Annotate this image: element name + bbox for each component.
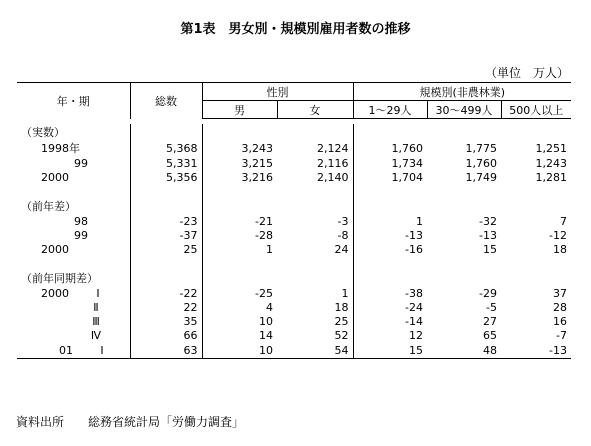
cell-total: 22: [130, 300, 202, 314]
table-row: [17, 300, 571, 314]
cell-size-medium: 48: [427, 342, 501, 359]
row-label: 2000: [41, 242, 69, 256]
cell-size-small: 15: [353, 342, 427, 359]
cell-female: 2,116: [317, 156, 349, 170]
table-row: [17, 242, 571, 256]
cell-male: -28: [202, 228, 277, 242]
row-label: [17, 286, 130, 300]
header-total: 総数: [130, 83, 202, 119]
cell-size-large: 7: [560, 214, 568, 228]
cell-male: 3,215: [202, 156, 277, 170]
cell-total: 5,331: [130, 156, 202, 170]
cell-size-large: -12: [549, 228, 568, 242]
table-row: [17, 328, 571, 342]
cell-male: 3,243: [202, 140, 277, 156]
cell-size-large: -7: [556, 328, 568, 342]
cell-female: 54: [277, 342, 353, 359]
cell-female: -8: [337, 228, 349, 242]
cell-size-medium: -5: [486, 300, 497, 314]
table-row: [17, 170, 571, 184]
cell-total: 66: [130, 328, 202, 342]
row-label: 1998年: [41, 142, 80, 155]
cell-total: -23: [130, 214, 202, 228]
row-quarter: Ⅰ: [100, 343, 104, 357]
cell-male: -25: [202, 286, 277, 300]
header-gender: 性別: [202, 83, 353, 101]
cell-size-small: -24: [353, 300, 427, 314]
header-year: 年・期: [17, 83, 130, 119]
cell-female: 2,140: [317, 170, 349, 184]
cell-size-large: 1,243: [535, 156, 568, 170]
cell-size-large: 28: [553, 300, 568, 314]
cell-size-medium: -32: [479, 214, 497, 228]
row-year: 01: [59, 343, 73, 357]
cell-size-small: 12: [353, 328, 427, 342]
cell-female: 25: [334, 314, 349, 328]
table-row: [17, 214, 571, 228]
cell-total: -22: [130, 286, 202, 300]
cell-size-small: 1,704: [353, 170, 427, 184]
cell-size-small: -38: [353, 286, 427, 300]
cell-size-medium: 65: [483, 328, 497, 342]
row-quarter: Ⅳ: [90, 328, 102, 342]
row-label: [17, 342, 130, 359]
cell-size-small: 1: [353, 214, 427, 228]
header-size-large: 500人以上: [501, 101, 571, 119]
table-row: [17, 228, 571, 242]
cell-female: 18: [334, 300, 349, 314]
row-label: [17, 314, 130, 328]
section-title: （実数）: [21, 126, 65, 139]
cell-size-large: -13: [501, 342, 571, 359]
cell-size-small: -16: [353, 242, 427, 256]
cell-male: 14: [202, 328, 277, 342]
header-size-medium: 30～499人: [427, 101, 501, 119]
cell-female: -3: [337, 214, 349, 228]
cell-size-large: 1,281: [535, 170, 568, 184]
cell-total: 63: [130, 342, 202, 359]
section-title: （前年差）: [21, 200, 76, 213]
header-size: 規模別(非農林業): [353, 83, 571, 101]
cell-size-medium: 27: [483, 314, 497, 328]
row-label: [17, 300, 130, 314]
employment-table: [17, 82, 571, 359]
table-row: [17, 156, 571, 170]
cell-male: 10: [202, 342, 277, 359]
table-row: [17, 140, 571, 156]
cell-size-large: 37: [553, 286, 568, 300]
cell-male: 1: [202, 242, 277, 256]
cell-size-small: 1,760: [353, 140, 427, 156]
table-row: [17, 286, 571, 300]
cell-male: 3,216: [202, 170, 277, 184]
cell-male: 4: [202, 300, 277, 314]
cell-female: 52: [334, 328, 349, 342]
cell-total: 5,356: [130, 170, 202, 184]
row-label: [17, 328, 130, 342]
cell-size-medium: 1,775: [465, 141, 497, 155]
table-title: 第1表 男女別・規模別雇用者数の推移: [180, 22, 411, 37]
cell-size-medium: 15: [483, 242, 497, 256]
table-row: [17, 342, 571, 359]
cell-female: 2,124: [317, 141, 349, 155]
source-note: 資料出所 総務省統計局「労働力調査」: [16, 415, 245, 429]
cell-size-medium: 1,749: [465, 170, 497, 184]
cell-male: -21: [202, 214, 277, 228]
cell-size-large: 16: [553, 314, 568, 328]
cell-female: 24: [334, 242, 349, 256]
cell-size-small: -13: [353, 228, 427, 242]
row-year: 2000: [41, 286, 69, 300]
cell-size-small: 1,734: [353, 156, 427, 170]
row-label: 2000: [41, 170, 69, 184]
unit-label: （単位 万人）: [484, 66, 569, 80]
cell-size-medium: -29: [479, 286, 497, 300]
cell-total: 25: [130, 242, 202, 256]
row-quarter: Ⅱ: [93, 300, 99, 314]
table-row: [17, 314, 571, 328]
row-label: 99: [74, 228, 88, 242]
row-quarter: Ⅲ: [92, 314, 100, 328]
section-title: （前年同期差）: [21, 272, 98, 285]
header-female: 女: [277, 101, 353, 119]
cell-male: 10: [202, 314, 277, 328]
cell-total: 35: [130, 314, 202, 328]
row-label: 98: [74, 214, 88, 228]
cell-total: -37: [130, 228, 202, 242]
cell-size-large: 18: [553, 242, 568, 256]
header-size-small: 1～29人: [353, 101, 427, 119]
row-quarter: Ⅰ: [96, 286, 100, 300]
cell-size-small: -14: [353, 314, 427, 328]
row-label: 99: [74, 156, 88, 170]
cell-size-large: 1,251: [535, 141, 568, 155]
cell-size-medium: 1,760: [465, 156, 497, 170]
cell-size-medium: -13: [479, 228, 497, 242]
cell-female: 1: [341, 286, 349, 300]
cell-total: 5,368: [130, 140, 202, 156]
header-male: 男: [202, 101, 277, 119]
